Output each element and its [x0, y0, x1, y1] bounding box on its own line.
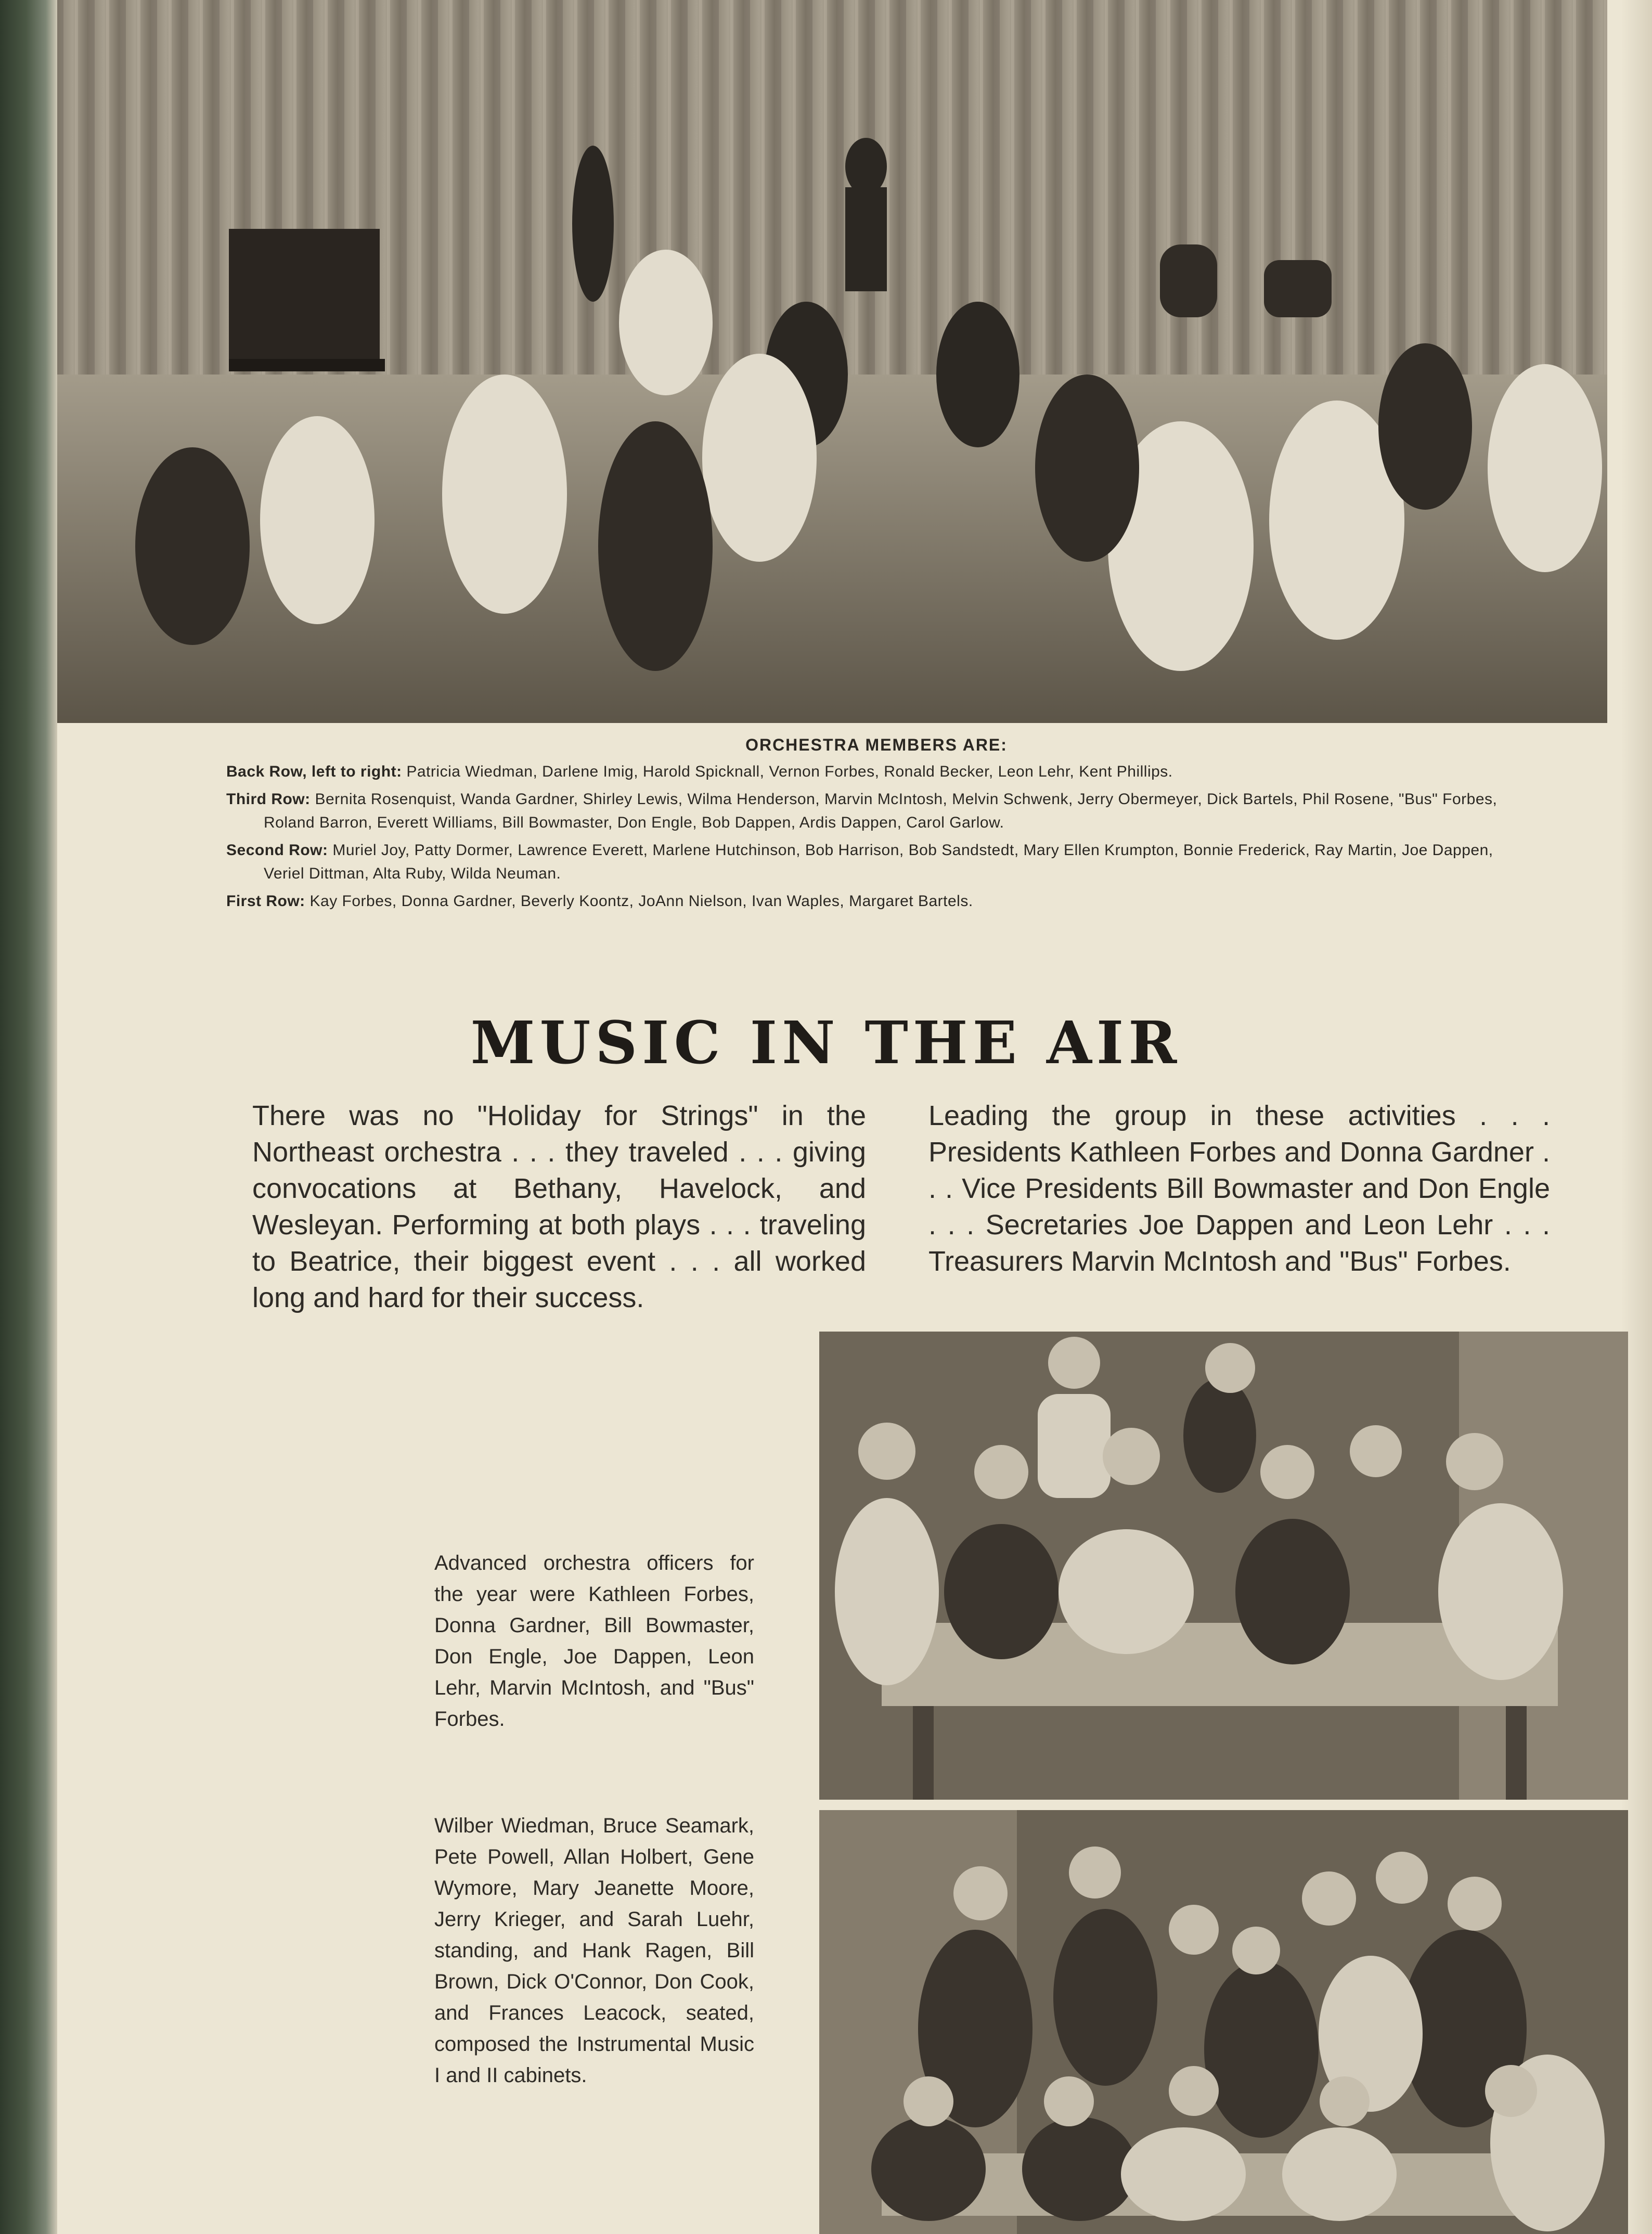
row-label: Second Row:: [226, 842, 328, 859]
row-names: Patricia Wiedman, Darlene Imig, Harold Spicknall, Vernon Forbes, Ronald Becker, Leon Lehr, Kent Phillips.: [406, 763, 1173, 780]
orchestra-photo-image: [57, 0, 1607, 723]
row-names: Kay Forbes, Donna Gardner, Beverly Koontz, JoAnn Nielson, Ivan Waples, Margaret Bartels.: [309, 893, 973, 910]
member-list-heading: ORCHESTRA MEMBERS ARE:: [745, 735, 1008, 754]
row-label: First Row:: [226, 893, 305, 910]
body-text-right: Leading the group in these activities . . . Presidents Kathleen Forbes and Donna Gardner . . . Vice Presidents Bill Bowmaster and Don Engle . . . Secretaries Joe Dappen and Leon Lehr . . . Treasurers Marvin McIntosh and "Bus" Forbes.: [928, 1100, 1550, 1277]
instrumental-cabinet-photo: [819, 1810, 1628, 2234]
orchestra-officers-photo: [819, 1332, 1628, 1800]
second-row-members: [226, 838, 1527, 885]
cabinet-photo-caption: Wilber Wiedman, Bruce Seamark, Pete Powell, Allan Holbert, Gene Wymore, Mary Jeanette Moore, Jerry Krieger, and Sarah Luehr, standing, and Hank Ragen, Bill Brown, Dick O'Connor, Don Cook, and Frances Leacock, seated, composed the Instrumental Music I and II cabinets.: [434, 1814, 754, 2087]
back-row-members: [226, 760, 1527, 783]
row-label: Third Row:: [226, 791, 311, 808]
cabinet-photo-image: [819, 1810, 1628, 2234]
third-row-members: [226, 787, 1527, 834]
orchestra-member-list: [226, 733, 1527, 917]
first-row-members: [226, 889, 1527, 913]
row-names: Bernita Rosenquist, Wanda Gardner, Shirley Lewis, Wilma Henderson, Marvin McIntosh, Melvin Schwenk, Jerry Obermeyer, Dick Bartels, Phil Rosene, "Bus" Forbes, Roland Barron, Everett Williams, Bill Bowmaster, Don Engle, Bob Dappen, Ardis Dappen, Carol Garlow.: [264, 791, 1498, 831]
row-names: Muriel Joy, Patty Dormer, Lawrence Everett, Marlene Hutchinson, Bob Harrison, Bob Sandstedt, Mary Ellen Krumpton, Bonnie Frederick, Ray Martin, Joe Dappen, Veriel Dittman, Alta Ruby, Wilda Neuman.: [264, 842, 1493, 882]
officers-photo-image: [819, 1332, 1628, 1800]
body-text-left: There was no "Holiday for Strings" in the Northeast orchestra . . . they traveled . . . giving convocations at Bethany, Havelock, and Wesleyan. Performing at both plays . . . traveling to Beatrice, their biggest event . . . all worked long and hard for their success.: [252, 1100, 866, 1313]
officers-photo-caption: Advanced orchestra officers for the year were Kathleen Forbes, Donna Gardner, Bill Bowmaster, Don Engle, Joe Dappen, Leon Lehr, Marvin McIntosh, and "Bus" Forbes.: [434, 1552, 754, 1731]
row-label: Back Row, left to right:: [226, 763, 402, 780]
page-headline: MUSIC IN THE AIR: [470, 1009, 1182, 1077]
orchestra-group-photo: [57, 0, 1607, 723]
page-binding-edge: [0, 0, 57, 2234]
